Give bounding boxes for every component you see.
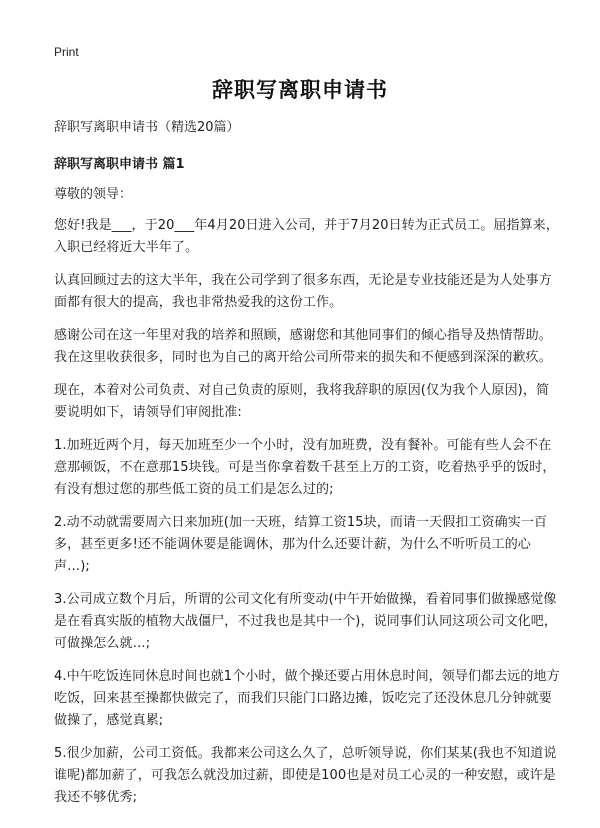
- paragraph-review: 认真回顾过去的这大半年，我在公司学到了很多东西，无论是专业技能还是为人处事方面都有很大的提高，我也非常热爱我的这份工作。: [54, 273, 552, 310]
- salutation: 尊敬的领导：: [54, 187, 133, 202]
- paragraph-intro: 您好!我是___，于20___年4月20日进入公司，并于7月20日转为正式员工。屈指算来，入职已经将近大半年了。: [54, 218, 559, 255]
- document-body: [54, 118, 562, 820]
- reason-item-2: 2.动不动就需要周六日来加班(加一天班，结算工资15块，而请一天假扣工资确实一百多，甚至更多!还不能调休要是能调休，那为什么还要计薪，为什么不听听员工的心声…);: [54, 515, 548, 574]
- reason-item-1: 1.加班近两个月，每天加班至少一个小时，没有加班费，没有餐补。可能有些人会不在意那顿饭，不在意那15块钱。可是当你拿着数千甚至上万的工资，吃着热乎乎的饭时，有没有想过您的那些低工资的员工们是怎么过的;: [54, 438, 556, 497]
- print-link[interactable]: Print: [54, 45, 79, 59]
- paragraph-reasons-intro: 现在，本着对公司负责、对自己负责的原则，我将我辞职的原因(仅为我个人原因)，简要说明如下，请领导们审阅批准:: [54, 383, 550, 420]
- document-subtitle: 辞职写离职申请书（精选20篇）: [54, 120, 240, 135]
- reason-item-5: 5.很少加薪，公司工资低。我都来公司这么久了，总听领导说，你们某某(我也不知道说谁呢)都加薪了，可我怎么就没加过薪，即使是100也是对员工心灵的一种安慰，或许是我还不够优秀;: [54, 746, 557, 805]
- paragraph-thanks: 感谢公司在这一年里对我的培养和照顾，感谢您和其他同事们的倾心指导及热情帮助。我在这里收获很多，同时也为自己的离开给公司所带来的损失和不便感到深深的歉疚。: [54, 328, 552, 365]
- reason-item-4: 4.中午吃饭连同休息时间也就1个小时，做个操还要占用休息时间，领导们都去远的地方吃饭，回来甚至操都快做完了，而我们只能门口路边摊，饭吃完了还没休息几分钟就要做操了，感觉真累;: [54, 669, 560, 728]
- document-title: 辞职写离职申请书: [212, 78, 388, 102]
- section-heading: 辞职写离职申请书 篇1: [54, 157, 185, 172]
- reason-item-3: 3.公司成立数个月后，所谓的公司文化有所变动(中午开始做操，看着同事们做操感觉像是在看真实版的植物大战僵尸，不过我也是其中一个)，说同事们认同这项公司文化吧，可做操怎么就…;: [54, 592, 557, 651]
